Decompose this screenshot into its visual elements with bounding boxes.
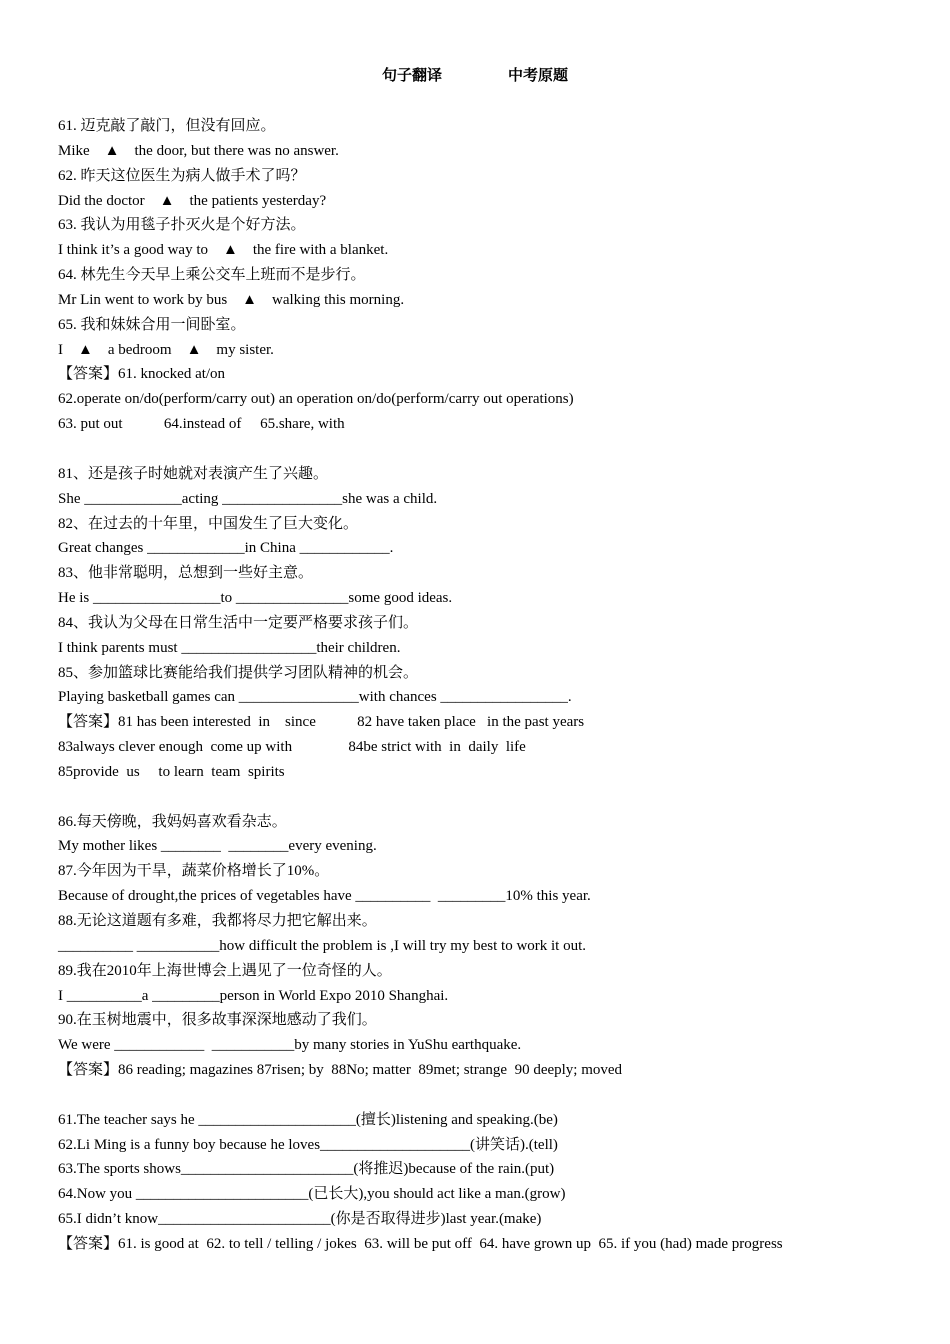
text-line: We were ____________ ___________by many stories in YuShu earthquake.: [58, 1037, 522, 1054]
text-line: 82、在过去的十年里，中国发生了巨大变化。: [58, 515, 359, 532]
text-line: 62. 昨天这位医生为病人做手术了吗？: [58, 167, 306, 184]
text-line: 88.无论这道题有多难，我都将尽力把它解出来。: [58, 913, 377, 929]
text-line: 65. 我和妹妹合用一间卧室。: [58, 316, 246, 333]
text-line: 81、还是孩子时她就对表演产生了兴趣。: [58, 465, 329, 482]
text-line: 89.我在2010年上海世博会上遇见了一位奇怪的人。: [58, 962, 392, 979]
text-line: Playing basketball games can ________________with chances _________________.: [58, 689, 572, 706]
text-line: 83always clever enough come up with 84be strict with in daily life: [58, 739, 526, 756]
text-line: I __________a _________person in World Expo 2010 Shanghai.: [58, 987, 449, 1004]
blank-line: [58, 437, 928, 462]
text-line: 61. 迈克敲了敲门，但没有回应。: [58, 118, 276, 134]
text-line: 【答案】81 has been interested in since 82 have taken place in the past years: [58, 714, 585, 731]
text-line: 87.今年因为干旱，蔬菜价格增长了10%。: [58, 863, 330, 880]
text-line: 63. 我认为用毯子扑灭火是个好方法。: [58, 217, 306, 234]
text-line: 【答案】61. is good at 62. to tell / telling / jokes 63. will be put off 64. have grown up 65. if you (had) made progress: [58, 1235, 783, 1252]
text-line: 64. 林先生今天早上乘公交车上班而不是步行。: [58, 267, 366, 284]
text-line: I think it’s a good way to ▲ the fire with a blanket.: [58, 242, 389, 259]
text-line: Mike ▲ the door, but there was no answer.: [58, 142, 339, 159]
text-line: He is _________________to _______________some good ideas.: [58, 590, 453, 607]
text-line: 64.Now you _______________________(已长大),you should act like a man.(grow): [58, 1186, 566, 1203]
text-line: 83、他非常聪明，总想到一些好主意。: [58, 565, 314, 582]
blank-line: [58, 1083, 928, 1108]
text-line: 85provide us to learn team spirits: [58, 763, 285, 780]
text-line: Great changes _____________in China ____________.: [58, 540, 394, 557]
text-line: 62.operate on/do(perform/carry out) an operation on/do(perform/carry out operations): [58, 391, 574, 408]
text-line: 【答案】86 reading; magazines 87risen; by 88No; matter 89met; strange 90 deeply; moved: [58, 1062, 623, 1079]
title-left: 句子翻译: [381, 68, 442, 84]
text-line: I think parents must __________________their children.: [58, 639, 401, 656]
text-line: 【答案】61. knocked at/on: [58, 366, 226, 383]
text-line: Mr Lin went to work by bus ▲ walking this morning.: [58, 291, 405, 308]
text-line: 85、参加篮球比赛能给我们提供学习团队精神的机会。: [58, 664, 419, 681]
text-line: My mother likes ________ ________every evening.: [58, 838, 377, 855]
text-line: 90.在玉树地震中，很多故事深深地感动了我们。: [58, 1012, 377, 1029]
text-line: I ▲ a bedroom ▲ my sister.: [58, 341, 274, 358]
text-line: 63. put out 64.instead of 65.share, with: [58, 416, 345, 433]
text-line: Did the doctor ▲ the patients yesterday?: [58, 192, 327, 209]
page-title: [0, 66, 950, 86]
text-line: __________ ___________how difficult the problem is ,I will try my best to work it out.: [58, 937, 587, 954]
text-line: 65.I didn’t know_______________________(你是否取得进步)last year.(make): [58, 1211, 542, 1228]
text-line: 63.The sports shows_______________________(将推迟)because of the rain.(put): [58, 1161, 555, 1178]
document-body: [58, 114, 928, 1257]
text-line: Because of drought,the prices of vegetables have __________ _________10% this year.: [58, 888, 591, 905]
text-line: 62.Li Ming is a funny boy because he loves____________________(讲笑话).(tell): [58, 1136, 558, 1153]
text-line: 84、我认为父母在日常生活中一定要严格要求孩子们。: [58, 614, 419, 631]
text-line: 61.The teacher says he _____________________(擅长)listening and speaking.(be): [58, 1111, 558, 1128]
text-line: 86.每天傍晚，我妈妈喜欢看杂志。: [58, 813, 287, 830]
blank-line: [58, 785, 928, 810]
text-line: She _____________acting ________________she was a child.: [58, 490, 438, 507]
title-right: 中考原题: [508, 68, 569, 84]
